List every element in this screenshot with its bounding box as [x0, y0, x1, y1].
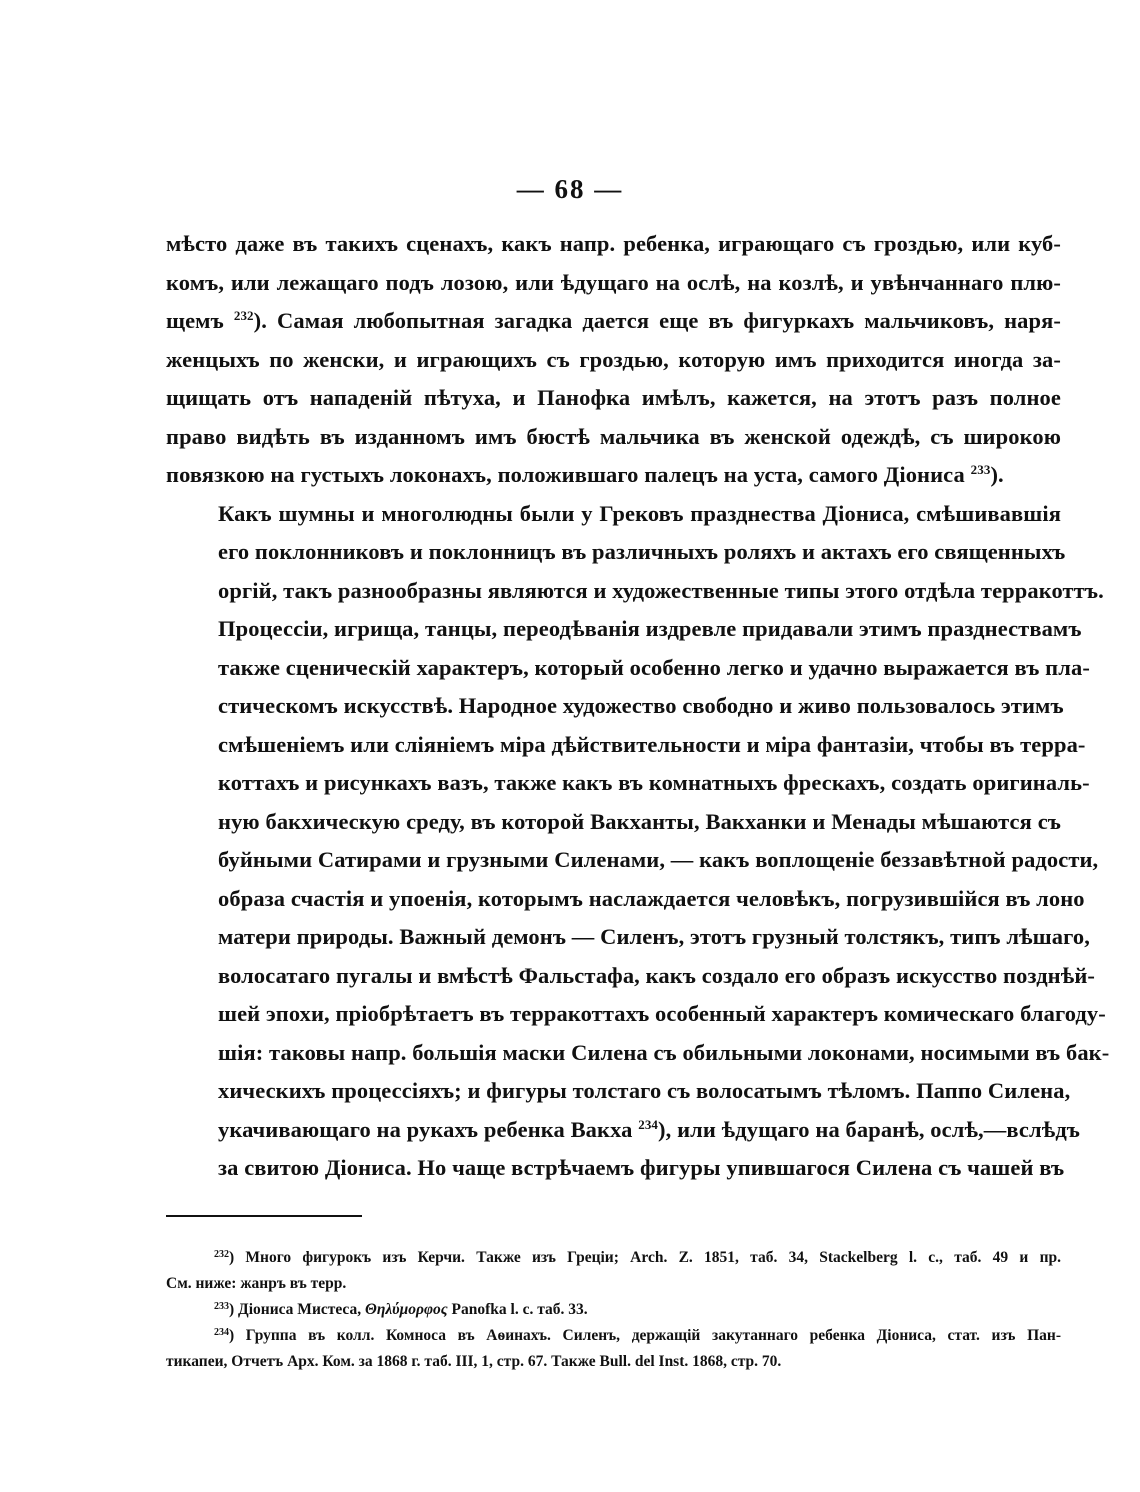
text-line: оргій, такъ разнообразны являются и художественные типы этого отдѣла терракоттъ.: [218, 577, 1104, 603]
text-line: стическомъ искусствѣ. Народное художество свободно и живо пользовалось этимъ: [218, 693, 1064, 718]
text-line: шей эпохи, пріобрѣтаетъ въ терракоттахъ особенный характеръ комическаго благоду-: [218, 1001, 1106, 1026]
text-fragment: ).: [990, 462, 1004, 487]
text-fragment: щемъ: [166, 308, 224, 333]
paragraph-2: [166, 495, 1110, 1188]
footnote-divider: [166, 1215, 362, 1217]
main-text: [166, 225, 1110, 1188]
footnote-number: 232: [214, 1249, 229, 1260]
footnote-text: Panofka l. c. таб. 33.: [451, 1301, 588, 1318]
text-line: волосатаго пугалы и вмѣстѣ Фальстафа, какъ создало его образъ искусство позднѣй-: [218, 962, 1095, 988]
footnote-text: ) Группа въ колл. Комноса въ Аѳинахъ. Силенъ, держащій закутаннаго ребенка Діониса, стат. изъ Пан-: [229, 1327, 1061, 1344]
footnote-ref-232: 232: [233, 308, 254, 323]
text-line: комъ, или лежащаго подъ лозою, или ѣдущаго на ослѣ, на козлѣ, и увѣнчаннаго плю-: [166, 269, 1061, 295]
footnote-ref-234: 234: [638, 1116, 659, 1132]
text-line: коттахъ и рисункахъ вазъ, также какъ въ комнатныхъ фрескахъ, создать оригиналь-: [218, 770, 1090, 795]
footnote-number: 234: [214, 1327, 229, 1338]
text-line: буйными Сатирами и грузными Силенами, — какъ воплощеніе беззавѣтной радости,: [218, 847, 1099, 872]
footnote-232-cont: См. ниже: жанръ въ терр.: [166, 1275, 347, 1292]
footnotes: [166, 1245, 1061, 1375]
footnote-ref-233: 233: [970, 462, 991, 477]
text-line: матери природы. Важный демонъ — Силенъ, этотъ грузный толстякъ, типъ лѣшаго,: [218, 924, 1090, 949]
text-line: хическихъ процессіяхъ; и фигуры толстаго съ волосатымъ тѣломъ. Паппо Силена,: [218, 1078, 1071, 1103]
text-fragment: повязкою на густыхъ локонахъ, положившаго палецъ на уста, самого Діониса: [166, 462, 965, 487]
footnote-number: 233: [214, 1301, 229, 1312]
text-line: смѣшеніемъ или сліяніемъ міра дѣйствительности и міра фантазіи, чтобы въ терра-: [218, 731, 1086, 757]
text-fragment: укачивающаго на рукахъ ребенка Вакха: [218, 1116, 633, 1142]
text-line: женцыхъ по женски, и играющихъ съ гроздью, которую имъ приходится иногда за-: [166, 346, 1061, 372]
footnote-233: [166, 1297, 1061, 1323]
text-line: его поклонниковъ и поклонницъ въ различныхъ роляхъ и актахъ его священныхъ: [218, 539, 1066, 564]
footnote-234: [166, 1323, 1061, 1349]
text-line: за свитою Діониса. Но чаще встрѣчаемъ фигуры упившагося Силена съ чашей въ: [218, 1155, 1065, 1180]
greek-word: Θηλύμορφος: [365, 1301, 448, 1318]
text-line: шія: таковы напр. большія маски Силена съ обильными локонами, носимыми въ бак-: [218, 1039, 1110, 1065]
text-line: Процессіи, игрища, танцы, переодѣванія издревле придавали этимъ празднествамъ: [218, 616, 1082, 641]
text-fragment: ). Самая любопытная загадка дается еще въ фигуркахъ мальчиковъ, наря-: [253, 308, 1061, 333]
text-line: также сценическій характеръ, который особенно легко и удачно выражается въ пла-: [218, 654, 1090, 680]
paragraph-1: [166, 225, 1061, 495]
text-line: право видѣть въ изданномъ имъ бюстѣ мальчика въ женской одеждѣ, съ широкою: [166, 423, 1061, 449]
text-line: щищать отъ нападеній пѣтуха, и Панофка имѣлъ, кажется, на этотъ разъ полное: [166, 385, 1061, 410]
footnote-text: ) Діониса Мистеса,: [229, 1301, 362, 1318]
text-fragment: ), или ѣдущаго на баранѣ, ослѣ,—вслѣдъ: [658, 1116, 1081, 1142]
footnote-232: [166, 1245, 1061, 1271]
text-line: образа счастія и упоенія, которымъ наслаждается человѣкъ, погрузившійся въ лоно: [218, 885, 1085, 911]
text-line: [166, 302, 1061, 341]
text-line: Какъ шумны и многолюдны были у Грековъ празднества Діониса, смѣшивавшія: [218, 500, 1061, 526]
text-line: мѣсто даже въ такихъ сценахъ, какъ напр. ребенка, играющаго съ гроздью, или куб-: [166, 231, 1061, 256]
text-line: [166, 456, 1061, 495]
footnote-234-cont: тикапеи, Отчетъ Арх. Ком. за 1868 г. таб. III, 1, стр. 67. Также Bull. del Inst. 1868, стр. 70.: [166, 1353, 782, 1370]
text-line: ную бакхическую среду, въ которой Вакханты, Вакханки и Менады мѣшаются съ: [218, 808, 1061, 834]
footnote-text: ) Много фигурокъ изъ Керчи. Также изъ Греціи; Arch. Z. 1851, таб. 34, Stackelberg l. c., таб. 49 и пр.: [229, 1249, 1061, 1266]
text-line: [166, 1111, 1081, 1150]
page-number: — 68 —: [516, 174, 624, 204]
